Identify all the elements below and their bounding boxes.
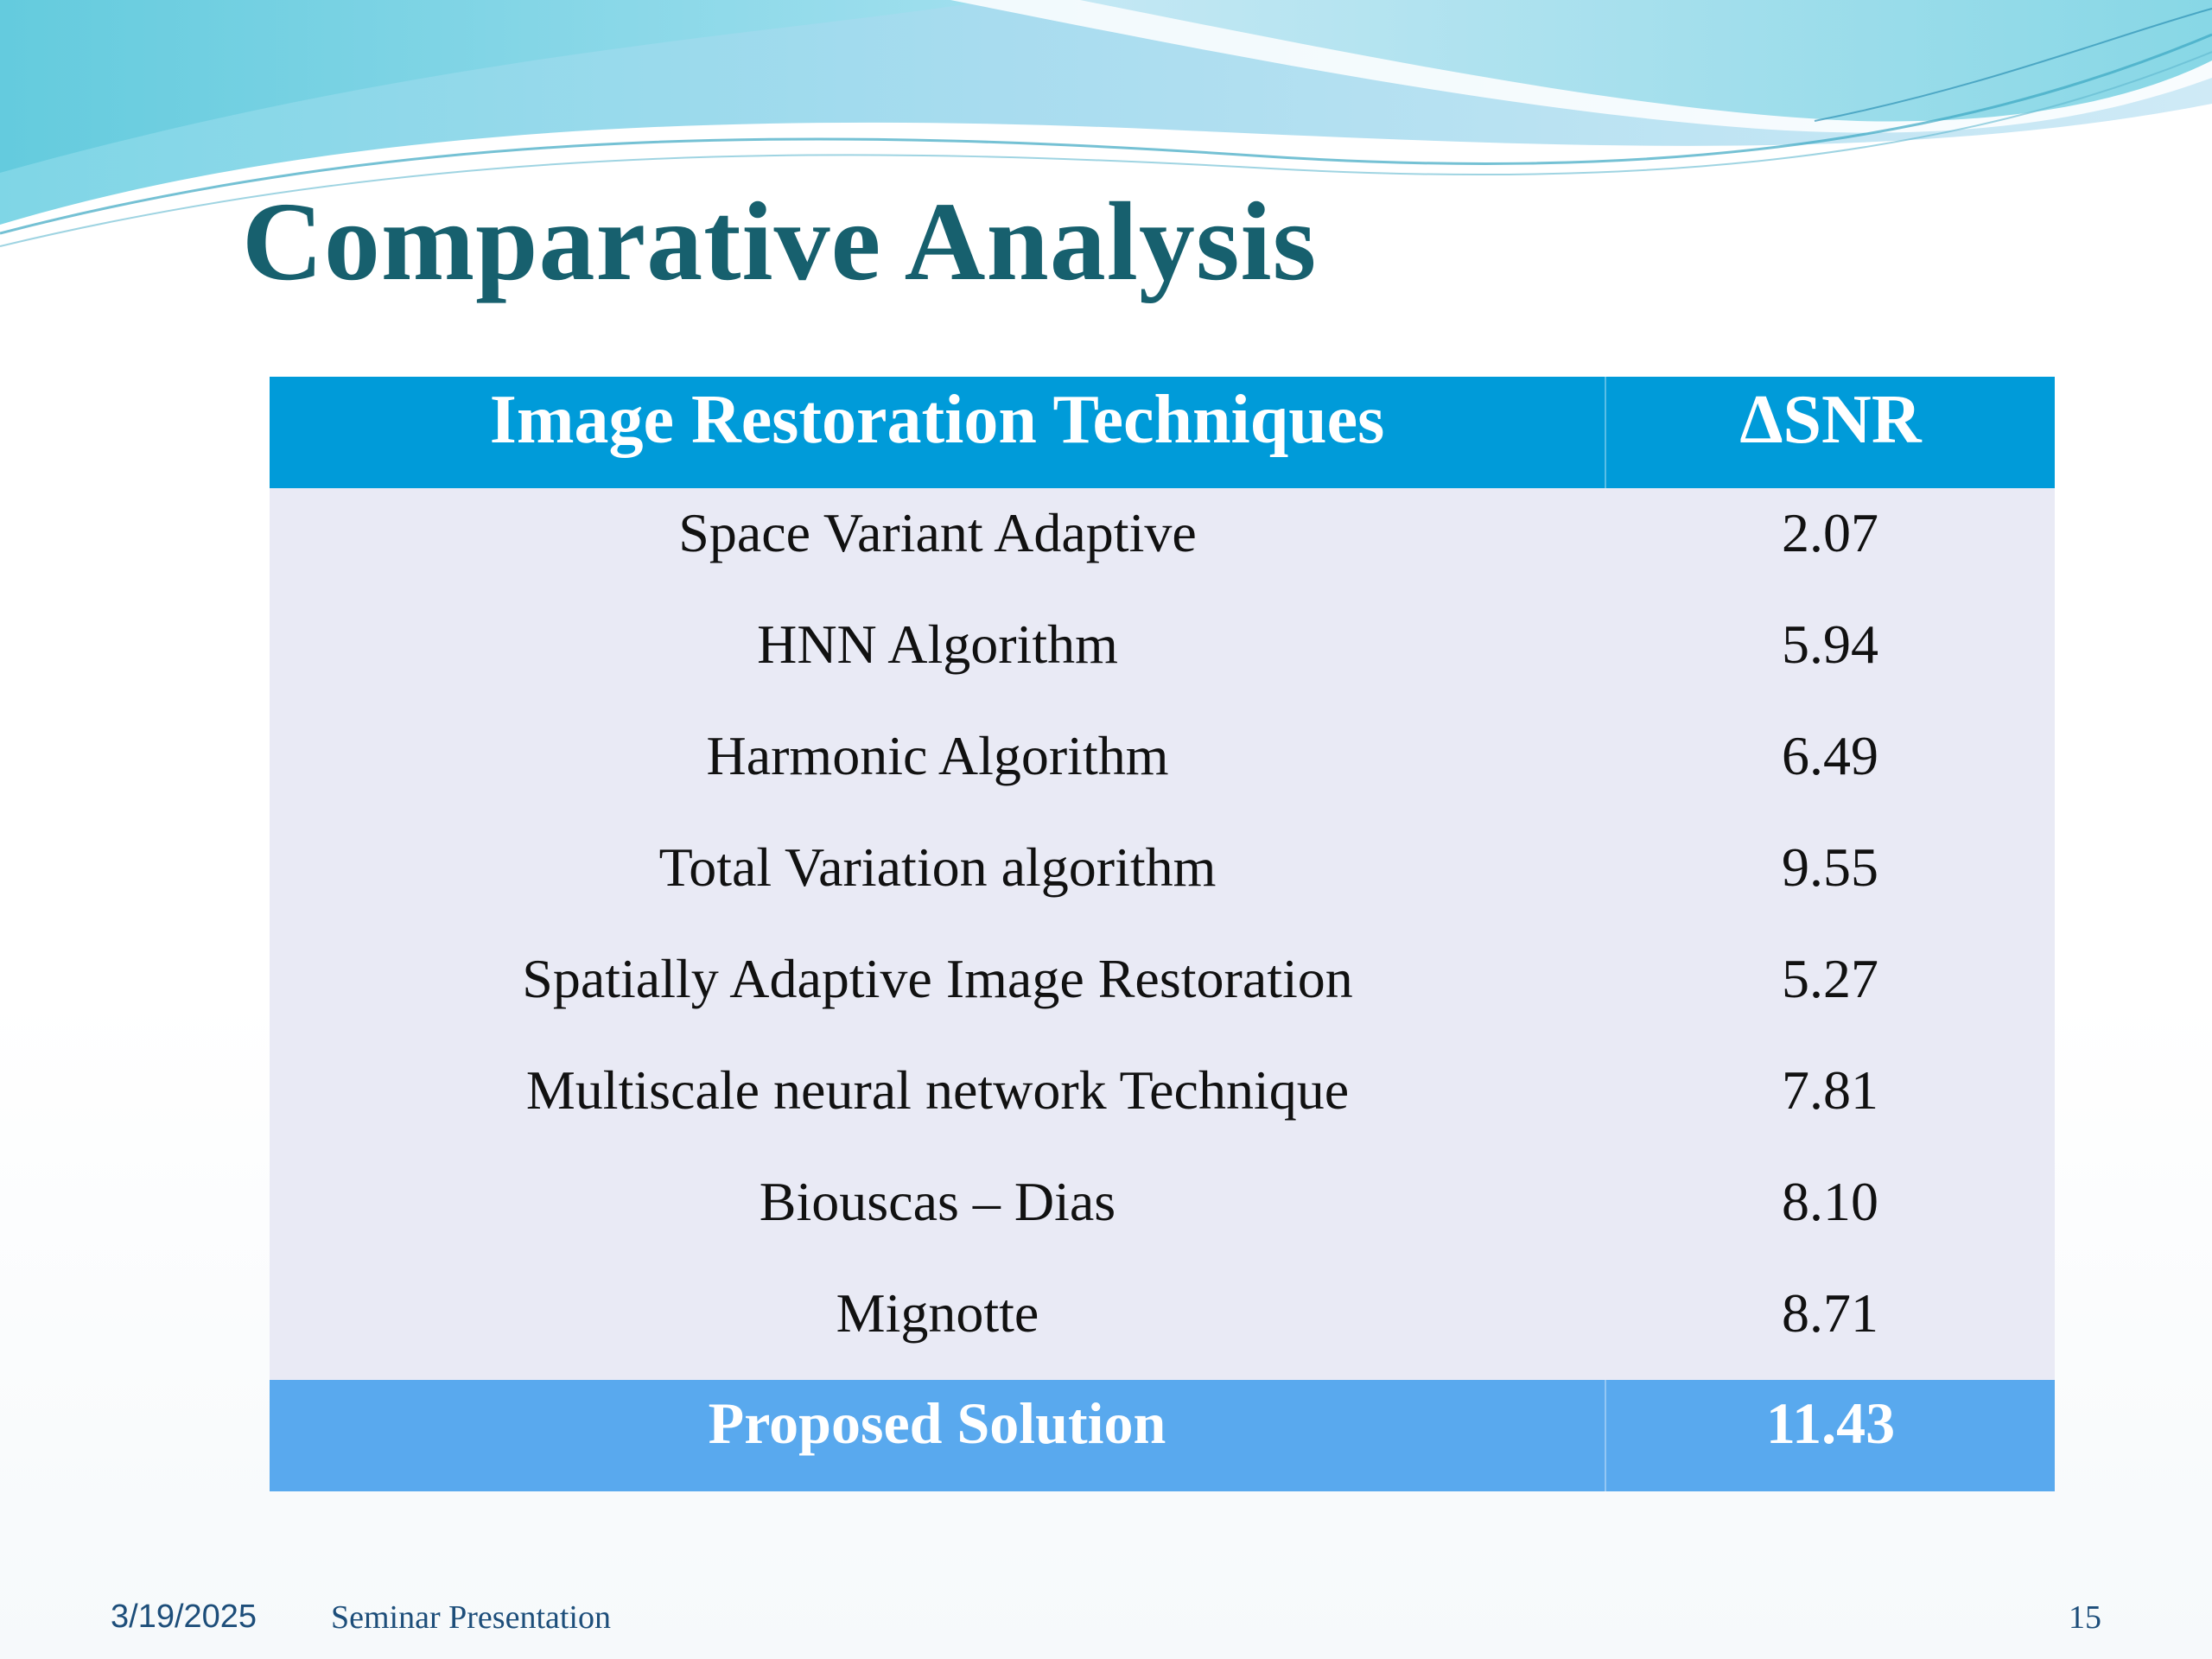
technique-cell: Spatially Adaptive Image Restoration — [270, 934, 1605, 1046]
table-header-row — [270, 377, 2055, 488]
table-row — [270, 1157, 2055, 1268]
snr-cell: 5.94 — [1605, 600, 2055, 711]
technique-cell: Total Variation algorithm — [270, 823, 1605, 934]
proposed-solution-row — [270, 1380, 2055, 1491]
header-delta-snr: ΔSNR — [1605, 377, 2055, 488]
table-row — [270, 600, 2055, 711]
footer-presentation-name: Seminar Presentation — [331, 1599, 611, 1636]
snr-cell: 8.71 — [1605, 1268, 2055, 1380]
footer-page-number: 15 — [2069, 1599, 2101, 1636]
technique-cell: Multiscale neural network Technique — [270, 1046, 1605, 1157]
proposed-technique-cell: Proposed Solution — [270, 1380, 1605, 1491]
snr-cell: 7.81 — [1605, 1046, 2055, 1157]
table-row — [270, 711, 2055, 823]
technique-cell: Harmonic Algorithm — [270, 711, 1605, 823]
table-row — [270, 1268, 2055, 1380]
snr-cell: 8.10 — [1605, 1157, 2055, 1268]
technique-cell: Biouscas – Dias — [270, 1157, 1605, 1268]
footer-date: 3/19/2025 — [111, 1599, 257, 1635]
table-row — [270, 1046, 2055, 1157]
table-row — [270, 934, 2055, 1046]
slide-title: Comparative Analysis — [242, 180, 1318, 304]
technique-cell: Space Variant Adaptive — [270, 488, 1605, 600]
table-row — [270, 488, 2055, 600]
header-techniques: Image Restoration Techniques — [270, 377, 1605, 488]
snr-cell: 6.49 — [1605, 711, 2055, 823]
snr-cell: 5.27 — [1605, 934, 2055, 1046]
comparison-table — [270, 377, 2055, 1491]
comparison-table-container — [270, 377, 2055, 1491]
technique-cell: Mignotte — [270, 1268, 1605, 1380]
proposed-snr-cell: 11.43 — [1605, 1380, 2055, 1491]
snr-cell: 2.07 — [1605, 488, 2055, 600]
table-row — [270, 823, 2055, 934]
snr-cell: 9.55 — [1605, 823, 2055, 934]
technique-cell: HNN Algorithm — [270, 600, 1605, 711]
